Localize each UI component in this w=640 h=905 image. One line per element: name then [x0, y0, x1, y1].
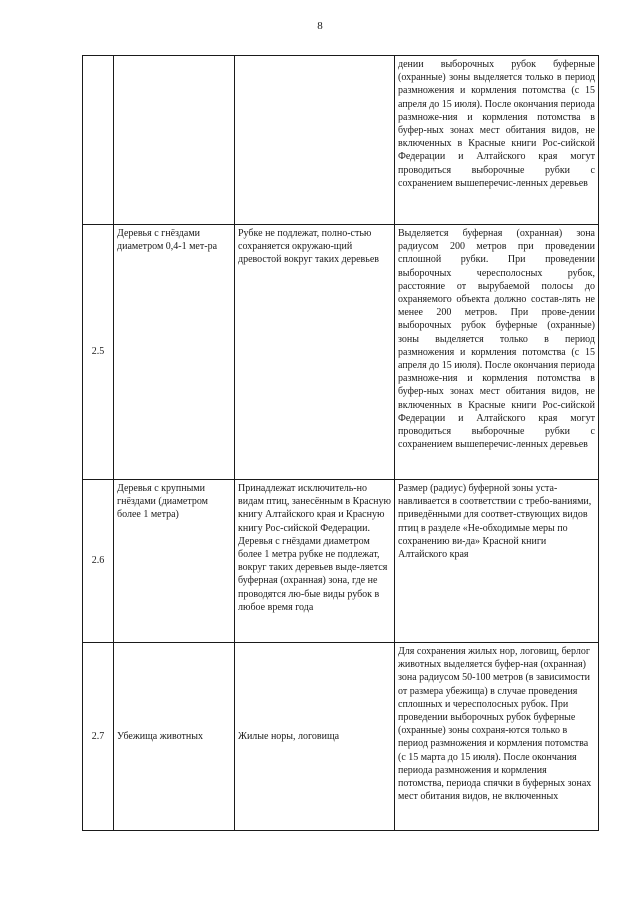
object-cell: Деревья с гнёздами диаметром 0,4-1 мет-ра — [114, 225, 235, 480]
row-number-cell: 2.5 — [83, 225, 114, 480]
page-number: 8 — [317, 20, 323, 32]
protected-objects-table — [82, 55, 599, 831]
row-number-cell — [83, 56, 114, 225]
table-row — [83, 56, 599, 225]
object-cell: Убежища животных — [114, 643, 235, 831]
object-cell — [114, 56, 235, 225]
regime-cell — [235, 56, 395, 225]
regime-cell: Жилые норы, логовища — [235, 643, 395, 831]
regime-cell: Принадлежат исключитель-но видам птиц, занесённым в Красную книгу Алтайского края и Красную книгу Рос-сийской Федерации. Деревья с гнёздами диаметром более 1 метра рубке не подлежат, вокруг таких деревьев выде-ляется буферная (охранная) зона, где не проводятся лю-бые виды рубок в любое время года — [235, 480, 395, 643]
buffer-zone-cell: дении выборочных рубок буферные (охранные) зоны выделяется только в период размножения и кормления потомства (с 15 апреля до 15 июля). После окончания периода размноже-ния и кормления потомства в буфер-ных зонах мест обитания видов, не включенных в Красные книги Рос-сийской Федерации и Алтайского края могут проводиться выборочные рубки с сохранением вышеперечис-ленных деревьев — [395, 56, 599, 225]
buffer-zone-cell: Выделяется буферная (охранная) зона радиусом 200 метров при проведении сплошной рубки. При проведении выборочных чересполосных рубок, расстояние от вырубаемой полосы до охраняемого объекта должно состав-лять не менее 200 метров. При прове-дении выборочных рубок буферные (охранные) зоны выделяется только в период размножения и кормления потомства (с 15 апреля до 15 июля). После окончания периода размноже-ния и кормления потомства в буфер-ных зонах мест обитания видов, не включенных в Красные книги Рос-сийской Федерации и Алтайского края могут проводиться выборочные рубки с сохранением вышеперечис-ленных деревьев — [395, 225, 599, 480]
regime-cell: Рубке не подлежат, полно-стью сохраняется окружаю-щий древостой вокруг таких деревьев — [235, 225, 395, 480]
table-row — [83, 480, 599, 643]
row-number-cell: 2.7 — [83, 643, 114, 831]
table-row — [83, 643, 599, 831]
buffer-zone-cell: Для сохранения жилых нор, логовищ, берлог животных выделяется буфер-ная (охранная) зона радиусом 50-100 метров (в зависимости от размера убежища) в случае проведения сплошных и чересполосных рубок. При проведении выборочных рубок буферные (охранные) зоны сохраня-ются только в период размножения и кормления потомства (с 15 марта до 15 июля). После окончания периода размножения и кормления потомства, периода спячки в буферных зонах мест обитания видов, не включенных — [395, 643, 599, 831]
table-row — [83, 225, 599, 480]
object-cell: Деревья с крупными гнёздами (диаметром более 1 метра) — [114, 480, 235, 643]
buffer-zone-cell: Размер (радиус) буферной зоны уста-навливается в соответствии с требо-ваниями, приведёнными для соответ-ствующих видов птиц в разделе «Не-обходимые меры по сохранению ви-да» Красной книги Алтайского края — [395, 480, 599, 643]
row-number-cell: 2.6 — [83, 480, 114, 643]
